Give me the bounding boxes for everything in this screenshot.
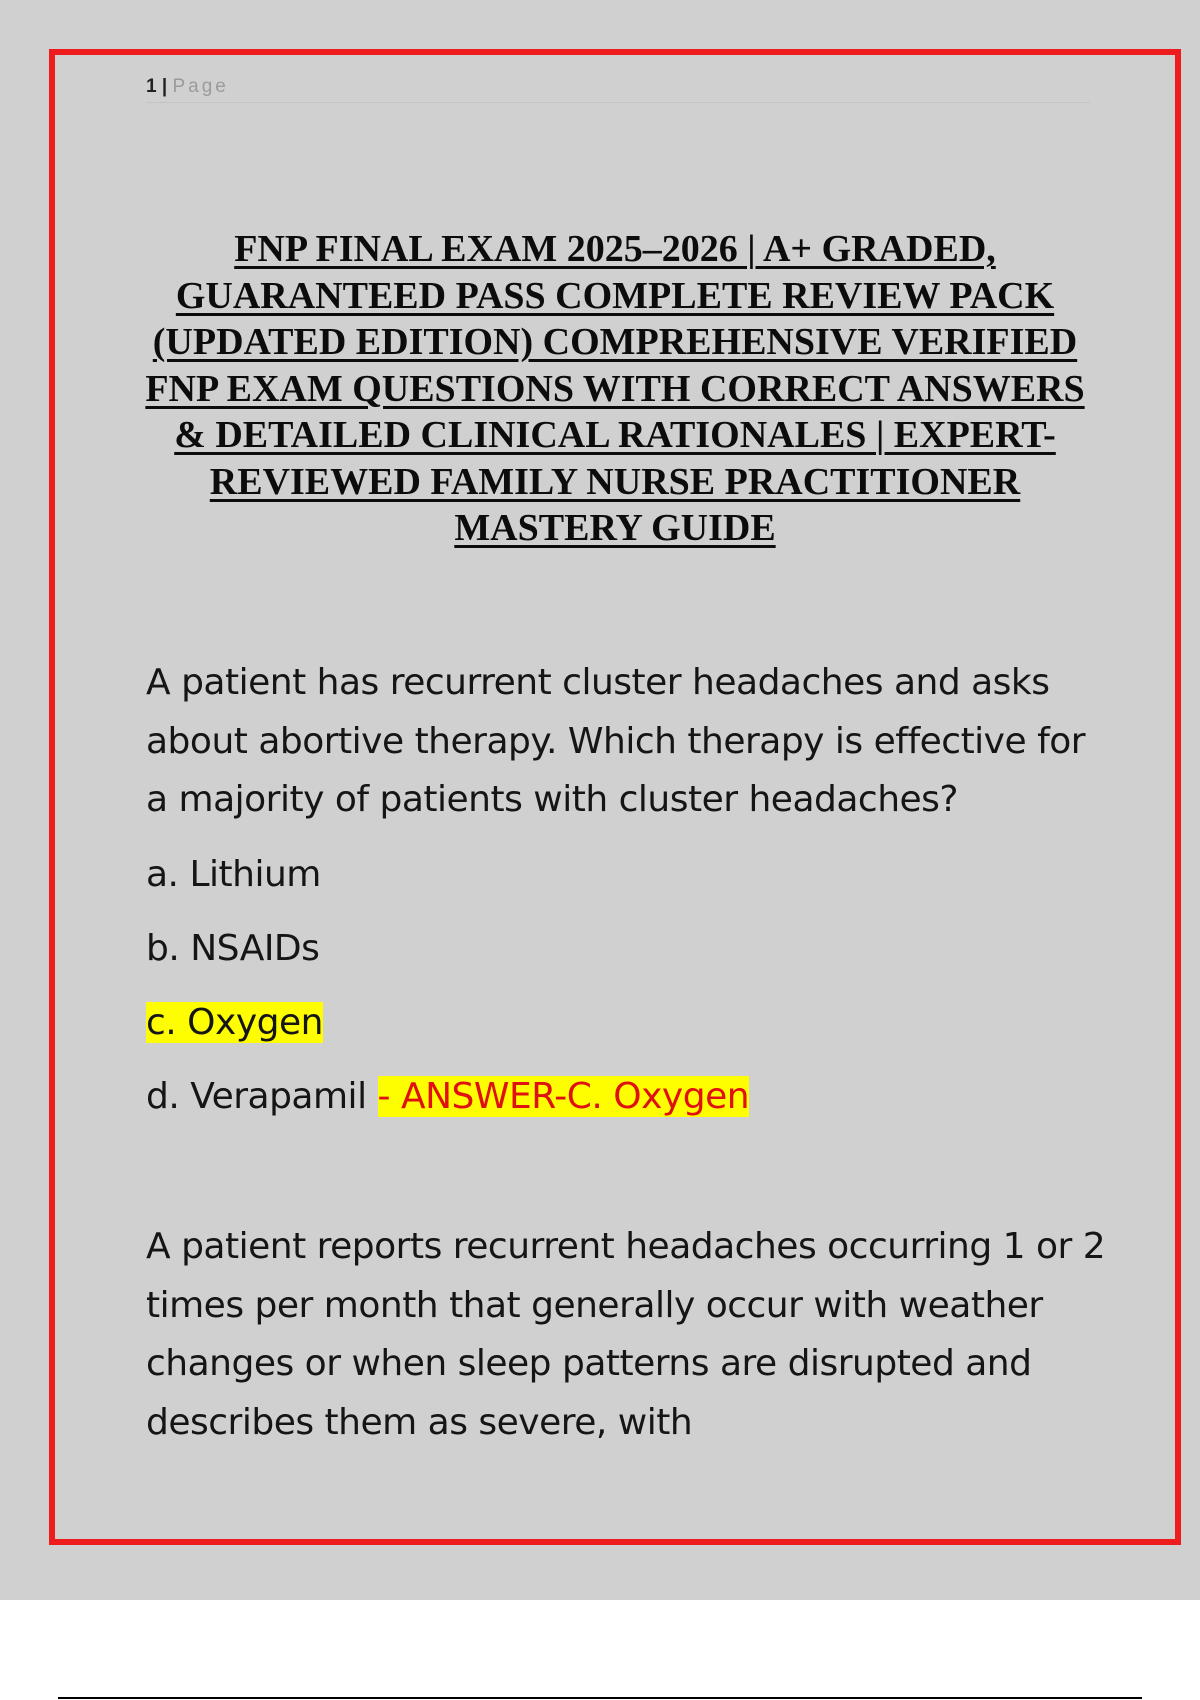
option-d (146, 1070, 749, 1124)
question-1-text: A patient has recurrent cluster headaches and asks about abortive therapy. Which therapy is effective for a majority of patients with cluster headaches? (146, 662, 1086, 820)
option-c (146, 996, 323, 1050)
page-header (146, 72, 1090, 103)
option-a: a. Lithium (146, 854, 321, 895)
page-label: Page (172, 76, 229, 97)
bottom-divider (58, 1697, 1142, 1699)
page-number: 1 (146, 76, 157, 97)
option-b: b. NSAIDs (146, 928, 320, 969)
option-d-label: d. Verapamil (146, 1076, 367, 1117)
page-separator: | (161, 76, 168, 97)
document-title: FNP FINAL EXAM 2025–2026 | A+ GRADED, GUARANTEED PASS COMPLETE REVIEW PACK (UPDATED EDITION) COMPREHENSIVE VERIFIED FNP EXAM QUESTIONS WITH CORRECT ANSWERS & DETAILED CLINICAL RATIONALES | EXPERT-REVIEWED FAMILY NURSE PRACTITIONER MASTERY GUIDE (145, 228, 1085, 549)
option-c-highlighted: c. Oxygen (146, 1002, 323, 1043)
answer-highlight: - ANSWER-C. Oxygen (377, 1076, 750, 1117)
question-2-text: A patient reports recurrent headaches occurring 1 or 2 times per month that generally occur with weather changes or when sleep patterns are disrupted and describes them as severe, with (146, 1226, 1106, 1443)
